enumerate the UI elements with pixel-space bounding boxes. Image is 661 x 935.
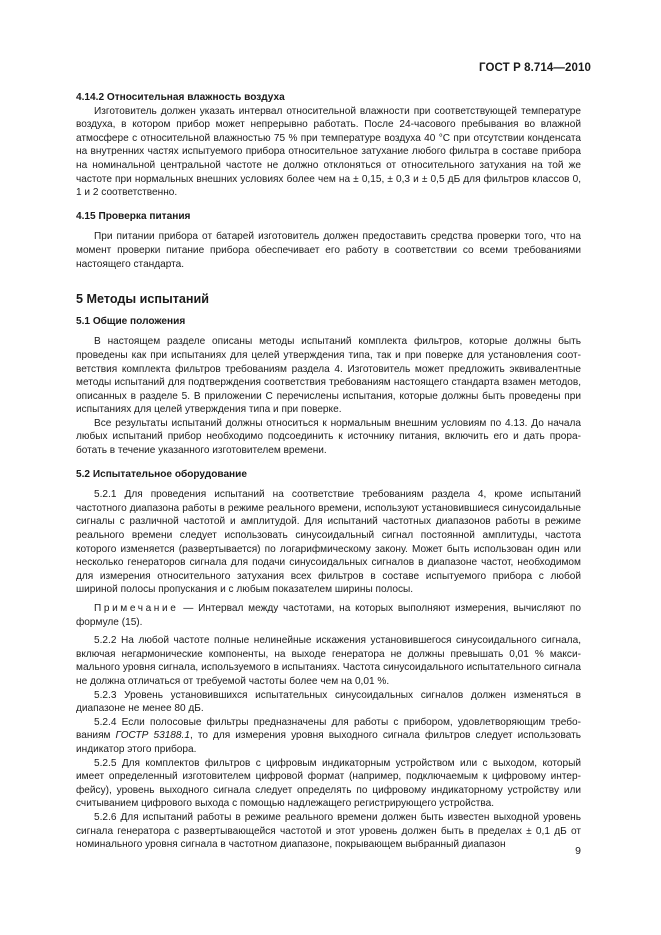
paragraph-5-2-3: 5.2.3 Уровень установившихся испытательных синусоидальных сигналов должен изменяться в диапазоне не менее 80 дБ. (76, 689, 581, 715)
section-4-15-paragraph: При питании прибора от батарей изготовитель должен предоставить средства проверки того, что на момент проверки питание прибора обеспечивает его работу в соответствии со всеми требованиями настоящего стандарта. (76, 231, 581, 270)
note-text: — Интервал между частотами, на которых выполняют измерения, вычисляют по формуле (15). (76, 603, 581, 628)
section-4-14-2-heading: 4.14.2 Относительная влажность воздуха (76, 92, 285, 103)
paragraph-5-2-4-start: 5.2.4 Если полосовые фильтры предназначены для работы с прибором, удовлетворяющим требованиям (76, 716, 581, 742)
section-5-2-heading: 5.2 Испытательное оборудование (76, 468, 247, 480)
paragraph-5-2-4-end: , то для измерения уровня выходного сигнала фильтров следует использовать индикатор этого прибора. (76, 730, 581, 755)
standard-id: ГОСТ Р 8.714—2010 (479, 62, 591, 74)
paragraph-5-2-1: 5.2.1 Для проведения испытаний на соответствие требованиям раздела 4, кроме испытаний частотного диапазона работы в режиме реального времени, используют установившиеся синусоидальные сигналы с различной частотой и амплитудой. Для испытаний частотных диапазонов работы в режиме реального времени следует использовать синусоидальный сигнал постоянной амплитуды, частота которого изменяется (развертывается) по логарифмическому закону. Может быть использован один или несколько генераторов сигнала для подачи синусоидальных сигналов в диапазоне частот, необходимом для измерения относительного затухания всех фильтров в составе испытуемого прибора с любой шириной полосы пропускания и с любым показателем ширины полосы. (76, 489, 581, 596)
section-5-1-paragraph-1: В настоящем разделе описаны методы испытаний комплекта фильтров, которые должны быть проведены как при испытаниях для целей утверждения типа, так и при поверке для установления соответствия комплекта фильтров требованиям раздела 4. Изготовитель может предложить эквивалентные методы испытаний для подтверждения соответствия требованиям настоящего стандарта взамен методов, описанных в разделе 5. В приложении С перечислены испытания, которые должны быть проведены при испытаниях для целей утверждения типа и при поверке. (76, 336, 581, 416)
paragraph-5-2-6: 5.2.6 Для испытаний работы в режиме реального времени должен быть известен выходной уровень сигнала генератора с развертывающейся частотой и этот уровень должен быть в пределах ± 0,1 дБ от номинального уровня сигнала в частотном диапазоне, покрывающем выбранный диапазон (76, 811, 581, 851)
page-number: 9 (575, 845, 581, 857)
section-4-15 (76, 210, 581, 271)
note-label: Примечание (94, 603, 179, 614)
paragraph-5-2-4 (76, 716, 581, 757)
section-5-1-heading: 5.1 Общие положения (76, 315, 186, 327)
section-5-2 (76, 468, 581, 852)
paragraph-5-2-5: 5.2.5 Для комплектов фильтров с цифровым индикаторным устройством или с выходом, который имеет определенный изготовителем цифровой формат (например, подключаемым к цифровому интерфейсу), уровень выходного сигнала следует определять по цифровому индикаторному устройству или считыванием цифрового выхода с помощью надлежащего регистрирующего устройства. (76, 757, 581, 810)
section-4-14-2-paragraph: Изготовитель должен указать интервал относительной влажности при соответствующей температуре воздуха, в котором прибор может непрерывно работать. После 24-часового пребывания во влажной атмосфере с относительной влажностью 75 % при температуре воздуха 40 °С при отсутствии конденсата на внутренних частях испытуемого прибора относительное затухание любого фильтра в составе прибора на номинальной центральной частоте не должно отклоняться от относительного затухания на той же частоте при нормальных внешних условиях более чем на ± 0,15, ± 0,3 и ± 0,5 дБ для фильтров классов 0, 1 и 2 соответственно. (76, 105, 581, 199)
page-body (76, 91, 581, 852)
section-5-heading: 5 Методы испытаний (76, 292, 209, 307)
paragraph-5-2-2: 5.2.2 На любой частоте полные нелинейные искажения установившегося синусоидального сигнала, включая негармонические компоненты, на выходе генератора не должны превышать 0,01 % максимального уровня сигнала, используемого в испытаниях. Частота синусоидального испытательного сигнала не должна отличаться от требуемой частоты более чем на 0,01 %. (76, 635, 581, 687)
standard-reference-link[interactable]: ГОСТР 53188.1 (115, 730, 190, 742)
section-5-1-paragraph-2: Все результаты испытаний должны относиться к нормальным внешним условиям по 4.13. До начала любых испытаний прибор необходимо подсоединить к источнику питания, включить его и дать проработать в течение указанного изготовителем времени. (76, 417, 581, 457)
section-4-15-heading: 4.15 Проверка питания (76, 210, 191, 222)
note-paragraph (76, 602, 581, 629)
section-4-14-2 (76, 91, 581, 200)
section-5-1 (76, 315, 581, 458)
